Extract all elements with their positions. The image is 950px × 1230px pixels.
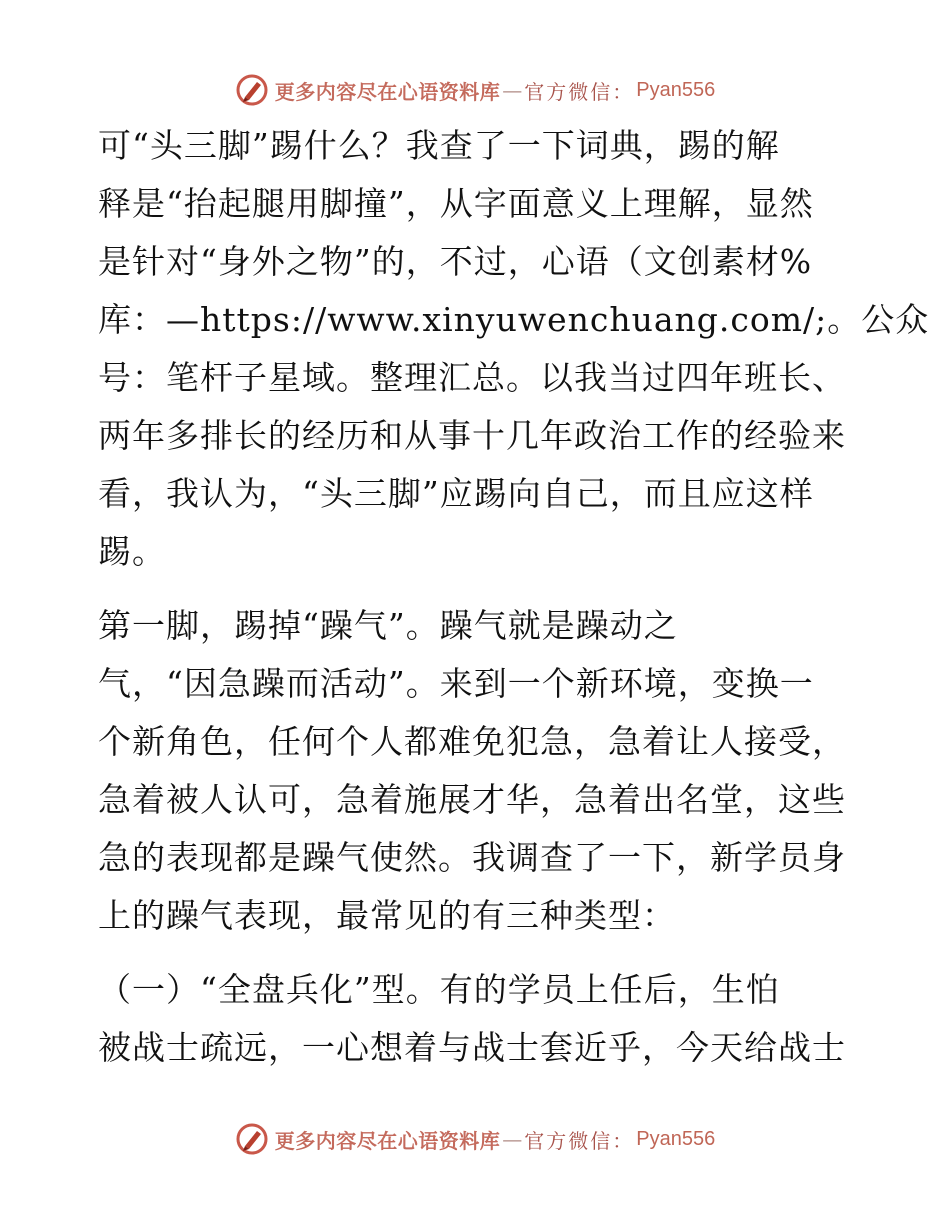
text-line: 可“头三脚”踢什么？我查了一下词典，踢的解 — [98, 126, 780, 165]
text-line: 气，“因急躁而活动”。来到一个新环境，变换一 — [98, 664, 814, 703]
text-line: 被战士疏远，一心想着与战士套近乎，今天给战士 — [98, 1028, 846, 1067]
text-line: 个新角色，任何个人都难免犯急，急着让人接受， — [98, 722, 846, 761]
pen-logo-icon — [235, 1122, 269, 1156]
pen-logo-icon — [235, 73, 269, 107]
wechat-id: Pyan556 — [636, 78, 716, 101]
text-line: 两年多排长的经历和从事十几年政治工作的经验来 — [98, 416, 846, 455]
banner-dash: — — [502, 78, 523, 102]
text-line: 是针对“身外之物”的，不过，心语（文创素材% — [98, 242, 813, 281]
text-line: 释是“抬起腿用脚撞”，从字面意义上理解，显然 — [98, 184, 814, 223]
official-label: 官方微信： — [524, 1128, 635, 1153]
paragraph-2 — [98, 597, 858, 945]
text-line: 第一脚，踢掉“躁气”。躁气就是躁动之 — [98, 606, 678, 645]
document-body — [98, 117, 930, 1077]
text-line: 上的躁气表现，最常见的有三种类型： — [98, 896, 676, 935]
banner-dash: — — [502, 1127, 523, 1151]
official-label: 官方微信： — [524, 79, 635, 104]
text-line: 库：—https://www.xinyuwenchuang.com/;。公众 — [98, 300, 930, 339]
site-name: 更多内容尽在心语资料库 — [274, 1128, 501, 1153]
wechat-id: Pyan556 — [636, 1127, 716, 1150]
text-line: 踢。 — [98, 532, 166, 571]
text-line: 急的表现都是躁气使然。我调查了一下，新学员身 — [98, 838, 846, 877]
paragraph-3 — [98, 961, 858, 1077]
text-line: （一）“全盘兵化”型。有的学员上任后，生怕 — [98, 970, 780, 1009]
paragraph-1 — [98, 117, 930, 581]
site-name: 更多内容尽在心语资料库 — [274, 79, 501, 104]
header-banner — [0, 70, 950, 110]
footer-banner — [0, 1119, 950, 1159]
text-line: 看，我认为，“头三脚”应踢向自己，而且应这样 — [98, 474, 814, 513]
text-line: 号：笔杆子星域。整理汇总。以我当过四年班长、 — [98, 358, 846, 397]
text-line: 急着被人认可，急着施展才华，急着出名堂，这些 — [98, 780, 846, 819]
